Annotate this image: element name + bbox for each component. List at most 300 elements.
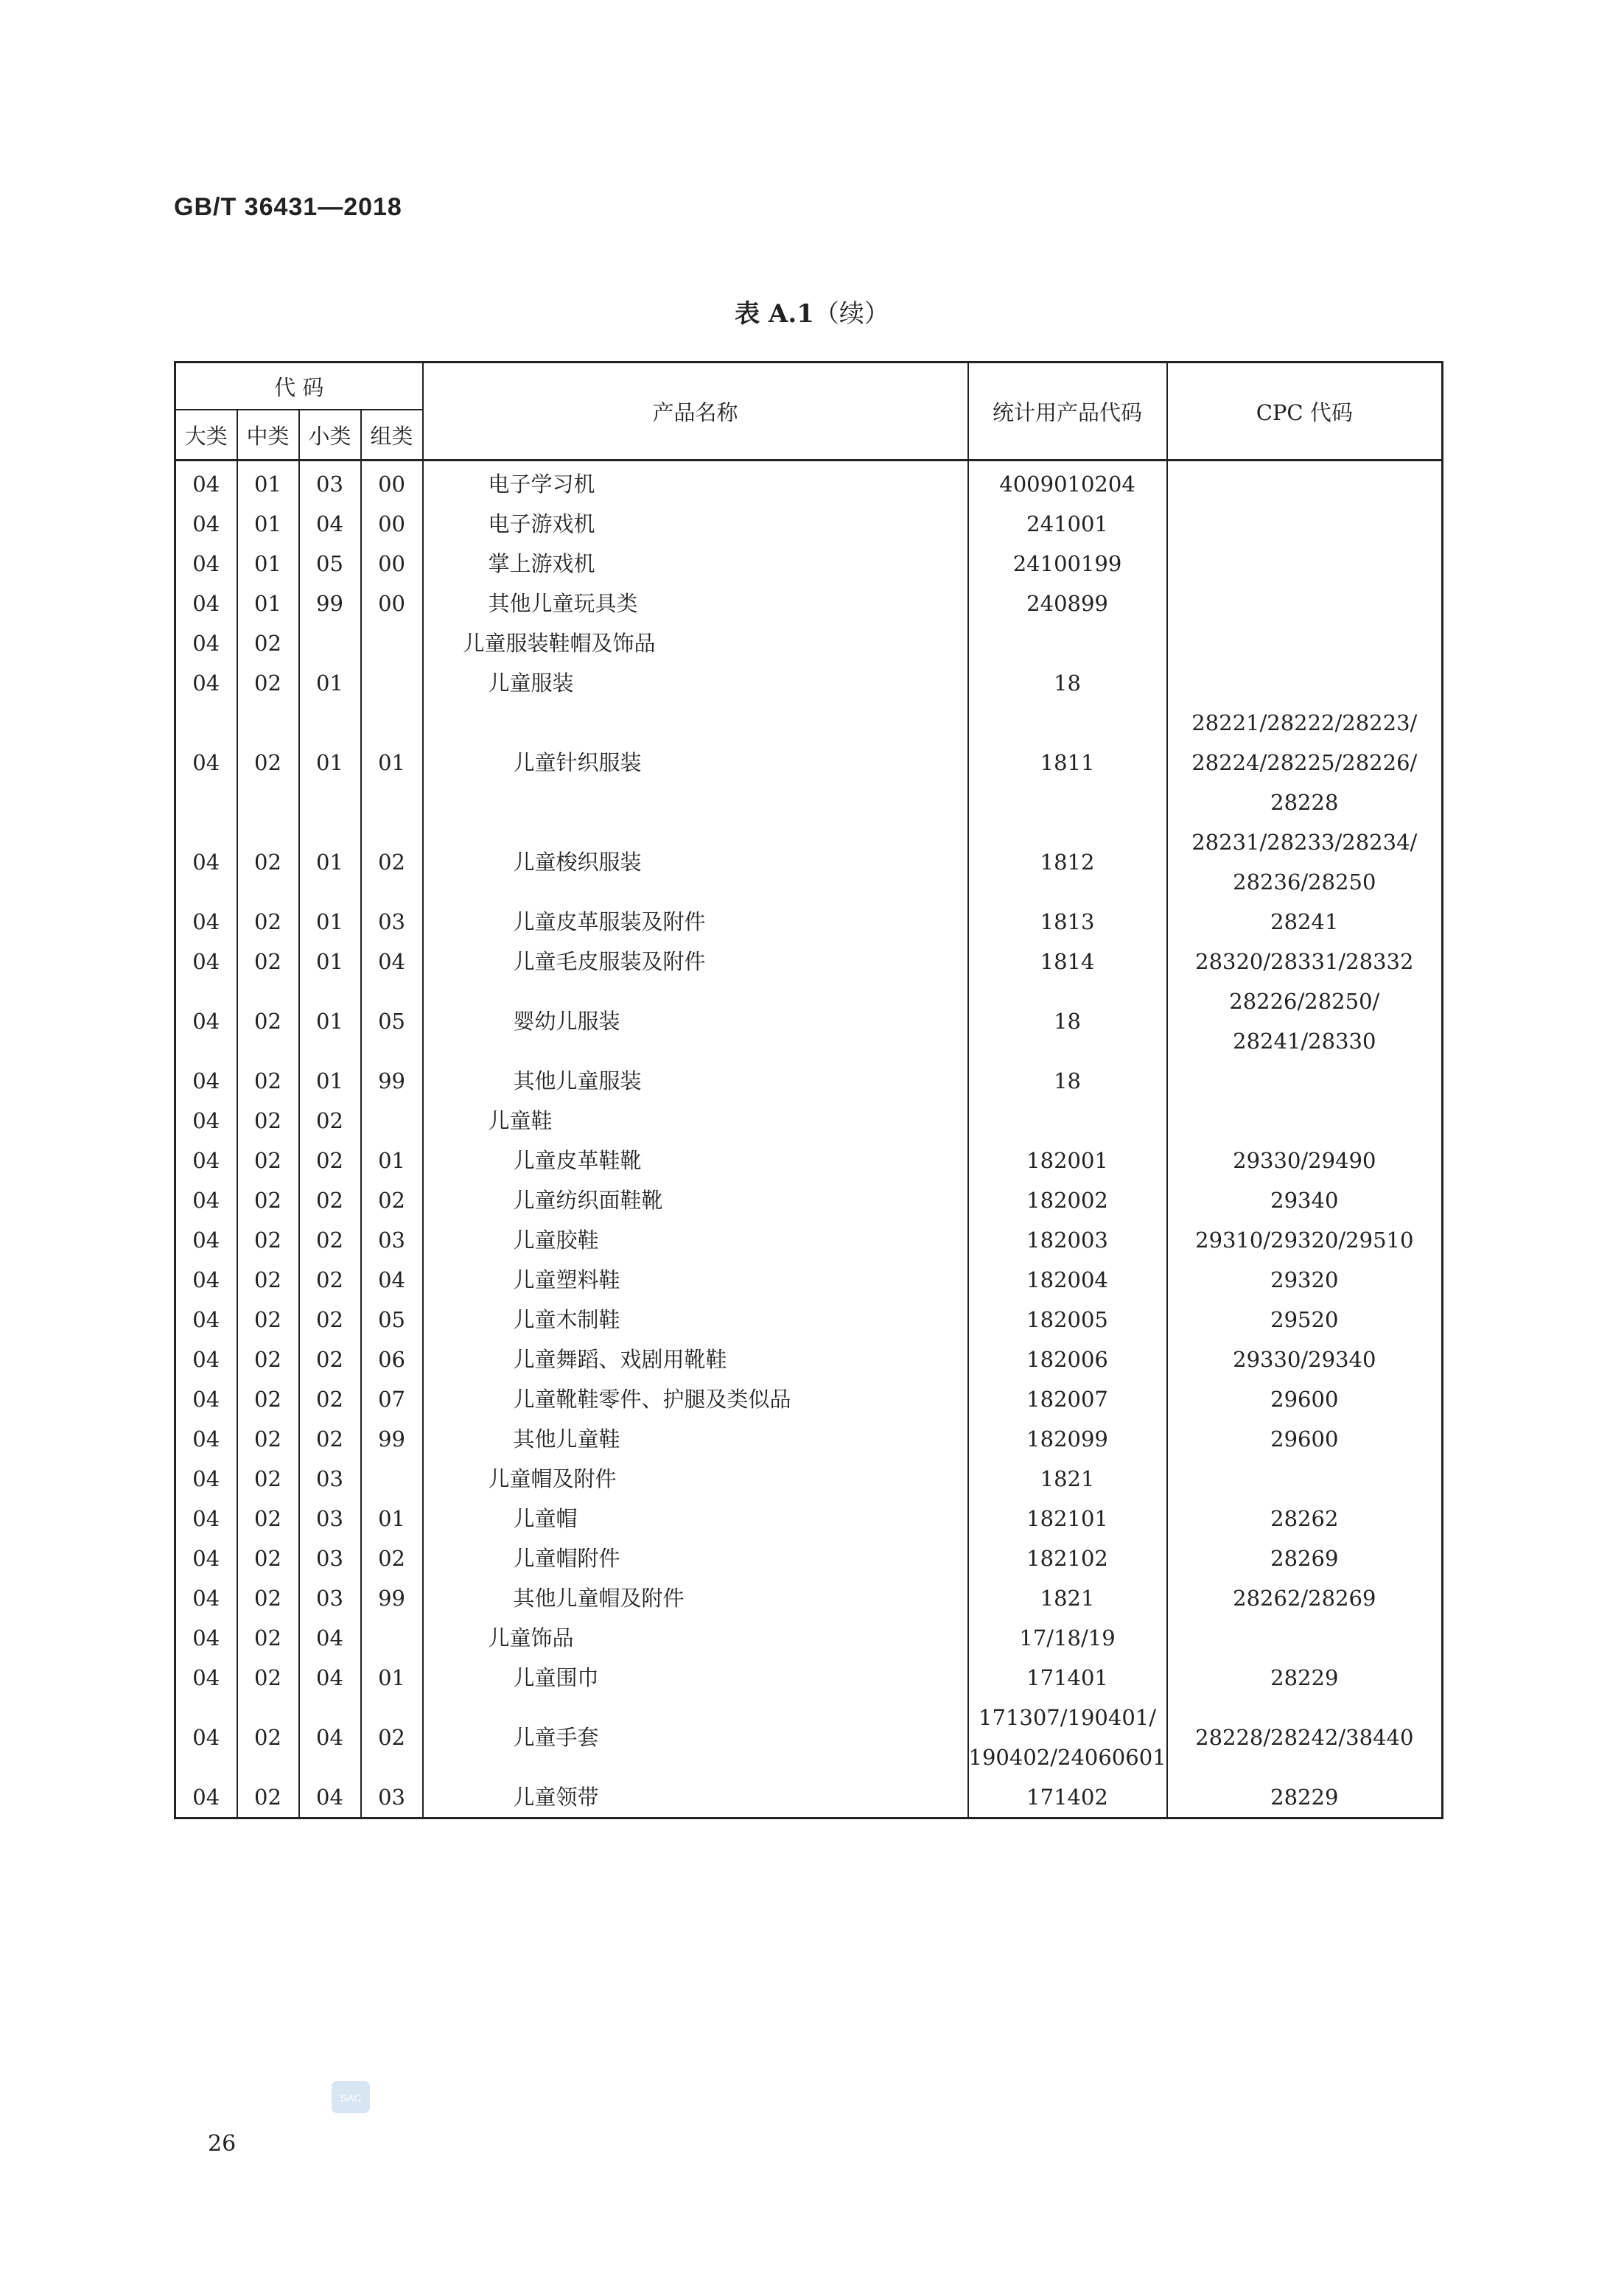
cell-product-name: 婴幼儿服装: [423, 981, 968, 1061]
header-major: 大类: [175, 410, 237, 461]
table-row: [175, 663, 1443, 703]
cell-stat-code: [968, 1698, 1167, 1777]
table-row: [175, 544, 1443, 584]
table-row: [175, 1260, 1443, 1300]
cell-major: 04: [175, 1180, 237, 1220]
stat-code-line: 182004: [1026, 1267, 1108, 1292]
stat-code-line: 171307/190401/: [979, 1705, 1156, 1730]
cell-minor: 01: [299, 902, 361, 942]
stat-code-line: 240899: [1026, 591, 1108, 616]
cell-group: 00: [361, 584, 423, 623]
cell-medium: 02: [237, 1618, 299, 1658]
cell-medium: 01: [237, 544, 299, 584]
cell-medium: 02: [237, 1101, 299, 1141]
cell-group: [361, 1618, 423, 1658]
table-title-suffix: （续）: [813, 299, 889, 329]
table-row: [175, 1419, 1443, 1459]
cell-minor: 03: [299, 1459, 361, 1499]
cell-major: 04: [175, 1499, 237, 1538]
cell-minor: 01: [299, 981, 361, 1061]
cell-cpc-code: [1167, 1419, 1443, 1459]
cell-stat-code: [968, 703, 1167, 822]
cell-group: 07: [361, 1379, 423, 1419]
cpc-code-line: 28236/28250: [1233, 869, 1376, 895]
cell-group: 00: [361, 544, 423, 584]
cell-cpc-code: [1167, 1618, 1443, 1658]
cpc-code-line: 28262: [1270, 1506, 1339, 1531]
table-row: [175, 1499, 1443, 1538]
table-row: [175, 822, 1443, 902]
cell-group: 04: [361, 942, 423, 981]
cpc-code-line: 28228/28242/38440: [1195, 1725, 1414, 1750]
cell-product-name: 儿童服装: [423, 663, 968, 703]
cell-medium: 02: [237, 1459, 299, 1499]
cell-major: 04: [175, 1061, 237, 1101]
stat-code-line: 1813: [1040, 909, 1095, 934]
cell-major: 04: [175, 1419, 237, 1459]
table-row: [175, 623, 1443, 663]
cell-product-name: 儿童塑料鞋: [423, 1260, 968, 1300]
cell-medium: 02: [237, 1578, 299, 1618]
cell-group: 03: [361, 1220, 423, 1260]
table-row: [175, 1141, 1443, 1180]
cell-medium: 02: [237, 942, 299, 981]
cpc-code-line: 29330/29490: [1233, 1148, 1376, 1173]
cell-medium: 02: [237, 981, 299, 1061]
cell-stat-code: [968, 1141, 1167, 1180]
cell-major: 04: [175, 544, 237, 584]
cell-minor: 03: [299, 461, 361, 505]
stat-code-line: 1821: [1040, 1466, 1095, 1491]
table-row: [175, 1220, 1443, 1260]
stat-code-line: 182007: [1026, 1387, 1108, 1412]
header-stat-code: 统计用产品代码: [968, 363, 1167, 461]
cell-group: 02: [361, 1180, 423, 1220]
cell-major: 04: [175, 1578, 237, 1618]
cell-product-name: 掌上游戏机: [423, 544, 968, 584]
cell-group: 00: [361, 504, 423, 544]
cell-cpc-code: [1167, 623, 1443, 663]
stat-code-line: 182001: [1026, 1148, 1108, 1173]
stat-code-line: 18: [1054, 1009, 1081, 1034]
table-row: [175, 902, 1443, 942]
cell-medium: 01: [237, 461, 299, 505]
table-row: [175, 1379, 1443, 1419]
cell-medium: 02: [237, 1260, 299, 1300]
cell-major: 04: [175, 623, 237, 663]
table-title: [0, 293, 1624, 329]
cell-minor: 04: [299, 1658, 361, 1698]
cell-product-name: 儿童靴鞋零件、护腿及类似品: [423, 1379, 968, 1419]
cell-stat-code: [968, 1419, 1167, 1459]
stat-code-line: 17/18/19: [1019, 1625, 1116, 1650]
cell-minor: 01: [299, 1061, 361, 1101]
stat-code-line: 24100199: [1012, 551, 1122, 576]
stat-code-line: 18: [1054, 671, 1081, 696]
table-row: [175, 981, 1443, 1061]
cell-minor: 04: [299, 1618, 361, 1658]
cell-stat-code: [968, 1379, 1167, 1419]
cell-medium: 02: [237, 902, 299, 942]
cell-medium: 02: [237, 1300, 299, 1340]
cell-major: 04: [175, 1538, 237, 1578]
cell-major: 04: [175, 822, 237, 902]
stat-code-line: 18: [1054, 1068, 1081, 1093]
table-row: [175, 1698, 1443, 1777]
cell-group: 03: [361, 1777, 423, 1818]
table-row: [175, 1618, 1443, 1658]
cell-stat-code: [968, 1618, 1167, 1658]
cell-product-name: 其他儿童服装: [423, 1061, 968, 1101]
cell-product-name: 儿童纺织面鞋靴: [423, 1180, 968, 1220]
cell-stat-code: [968, 1300, 1167, 1340]
table-row: [175, 1578, 1443, 1618]
cell-product-name: 儿童皮革鞋靴: [423, 1141, 968, 1180]
table-row: [175, 504, 1443, 544]
cell-minor: 01: [299, 663, 361, 703]
cell-minor: 01: [299, 942, 361, 981]
stat-code-line: 241001: [1026, 511, 1108, 536]
cell-product-name: 儿童舞蹈、戏剧用靴鞋: [423, 1340, 968, 1379]
cell-stat-code: [968, 1459, 1167, 1499]
cell-minor: 02: [299, 1379, 361, 1419]
cell-stat-code: [968, 1499, 1167, 1538]
cell-cpc-code: [1167, 942, 1443, 981]
cell-cpc-code: [1167, 1499, 1443, 1538]
cell-stat-code: [968, 584, 1167, 623]
cpc-code-line: 28228: [1270, 790, 1339, 815]
cell-major: 04: [175, 1379, 237, 1419]
cell-stat-code: [968, 1538, 1167, 1578]
cpc-code-line: 28241: [1270, 909, 1339, 934]
cpc-code-line: 28320/28331/28332: [1195, 949, 1414, 974]
cell-cpc-code: [1167, 1379, 1443, 1419]
cell-major: 04: [175, 1459, 237, 1499]
cpc-code-line: 29310/29320/29510: [1195, 1228, 1414, 1253]
cell-product-name: 其他儿童鞋: [423, 1419, 968, 1459]
cell-group: 00: [361, 461, 423, 505]
cell-group: 05: [361, 981, 423, 1061]
cpc-code-line: 28229: [1270, 1665, 1339, 1690]
stat-code-line: 1814: [1040, 949, 1095, 974]
cell-medium: 02: [237, 1419, 299, 1459]
cell-group: 02: [361, 1538, 423, 1578]
cell-stat-code: [968, 902, 1167, 942]
cell-product-name: 儿童饰品: [423, 1618, 968, 1658]
cell-minor: 04: [299, 1777, 361, 1818]
header-group: 组类: [361, 410, 423, 461]
cell-stat-code: [968, 1777, 1167, 1818]
cell-product-name: 儿童木制鞋: [423, 1300, 968, 1340]
cell-stat-code: [968, 1101, 1167, 1141]
cell-product-name: 其他儿童帽及附件: [423, 1578, 968, 1618]
cpc-code-line: 28229: [1270, 1785, 1339, 1810]
cell-cpc-code: [1167, 1658, 1443, 1698]
table-row: [175, 1061, 1443, 1101]
cell-major: 04: [175, 1618, 237, 1658]
cell-cpc-code: [1167, 1578, 1443, 1618]
table-row: [175, 1101, 1443, 1141]
cell-minor: 02: [299, 1340, 361, 1379]
cell-cpc-code: [1167, 1141, 1443, 1180]
cell-group: 99: [361, 1061, 423, 1101]
header-cpc-code: CPC 代码: [1167, 363, 1443, 461]
cell-group: 04: [361, 1260, 423, 1300]
cell-cpc-code: [1167, 822, 1443, 902]
cell-product-name: 儿童胶鞋: [423, 1220, 968, 1260]
cpc-code-line: 29330/29340: [1233, 1347, 1376, 1372]
cell-major: 04: [175, 1658, 237, 1698]
cell-minor: 02: [299, 1260, 361, 1300]
cell-minor: 02: [299, 1419, 361, 1459]
cell-minor: 04: [299, 1698, 361, 1777]
cell-medium: 02: [237, 1180, 299, 1220]
cell-minor: 02: [299, 1101, 361, 1141]
cell-minor: 03: [299, 1499, 361, 1538]
table-row: [175, 1459, 1443, 1499]
cell-major: 04: [175, 584, 237, 623]
cell-minor: [299, 623, 361, 663]
cell-group: 99: [361, 1419, 423, 1459]
cpc-code-line: 28231/28233/28234/: [1191, 830, 1418, 855]
cell-minor: 02: [299, 1220, 361, 1260]
stat-code-line: 1821: [1040, 1586, 1095, 1611]
watermark-stamp-icon: [329, 2076, 373, 2118]
cell-minor: 05: [299, 544, 361, 584]
cell-product-name: 电子游戏机: [423, 504, 968, 544]
cell-stat-code: [968, 1220, 1167, 1260]
table-row: [175, 1180, 1443, 1220]
cell-major: 04: [175, 1220, 237, 1260]
page-number: 26: [208, 2131, 237, 2157]
cell-cpc-code: [1167, 1777, 1443, 1818]
table-row: [175, 942, 1443, 981]
cell-stat-code: [968, 1061, 1167, 1101]
cell-cpc-code: [1167, 1101, 1443, 1141]
cell-minor: 02: [299, 1141, 361, 1180]
cell-stat-code: [968, 1180, 1167, 1220]
stat-code-line: 182099: [1026, 1426, 1108, 1452]
cell-group: 99: [361, 1578, 423, 1618]
cell-group: 03: [361, 902, 423, 942]
cell-stat-code: [968, 461, 1167, 505]
cell-product-name: 儿童毛皮服装及附件: [423, 942, 968, 981]
cell-minor: 99: [299, 584, 361, 623]
cell-group: 01: [361, 703, 423, 822]
cell-product-name: 儿童皮革服装及附件: [423, 902, 968, 942]
cell-minor: 04: [299, 504, 361, 544]
cell-medium: 02: [237, 623, 299, 663]
stat-code-line: 182003: [1026, 1228, 1108, 1253]
cell-major: 04: [175, 1698, 237, 1777]
table-title-label: 表 A.1: [735, 299, 814, 329]
cell-medium: 01: [237, 504, 299, 544]
cell-group: 05: [361, 1300, 423, 1340]
cell-medium: 02: [237, 1777, 299, 1818]
cell-product-name: 儿童领带: [423, 1777, 968, 1818]
cell-product-name: 儿童围巾: [423, 1658, 968, 1698]
cell-major: 04: [175, 1340, 237, 1379]
cell-minor: 03: [299, 1578, 361, 1618]
cell-cpc-code: [1167, 584, 1443, 623]
stat-code-line: 182006: [1026, 1347, 1108, 1372]
cell-minor: 01: [299, 703, 361, 822]
cpc-code-line: 29520: [1270, 1307, 1339, 1332]
cell-product-name: 儿童手套: [423, 1698, 968, 1777]
cell-product-name: 儿童帽及附件: [423, 1459, 968, 1499]
cell-cpc-code: [1167, 1698, 1443, 1777]
cell-cpc-code: [1167, 1538, 1443, 1578]
cell-medium: 02: [237, 822, 299, 902]
table-row: [175, 1340, 1443, 1379]
cell-group: 02: [361, 822, 423, 902]
cell-cpc-code: [1167, 1260, 1443, 1300]
cpc-code-line: 29600: [1270, 1426, 1339, 1452]
cell-stat-code: [968, 1658, 1167, 1698]
cell-medium: 02: [237, 1220, 299, 1260]
cell-product-name: 儿童梭织服装: [423, 822, 968, 902]
cell-stat-code: [968, 1578, 1167, 1618]
cell-minor: 02: [299, 1300, 361, 1340]
stat-code-line: 190402/24060601: [968, 1745, 1166, 1770]
cell-cpc-code: [1167, 544, 1443, 584]
cell-group: 01: [361, 1499, 423, 1538]
svg-text:SAC: SAC: [340, 2092, 362, 2104]
cell-stat-code: [968, 1340, 1167, 1379]
product-code-table: [174, 361, 1443, 1819]
cpc-code-line: 28262/28269: [1233, 1586, 1376, 1611]
cell-medium: 02: [237, 1658, 299, 1698]
table-row: [175, 1658, 1443, 1698]
cell-major: 04: [175, 461, 237, 505]
cell-cpc-code: [1167, 1220, 1443, 1260]
cell-group: [361, 623, 423, 663]
cell-medium: 02: [237, 663, 299, 703]
cell-major: 04: [175, 942, 237, 981]
table-row: [175, 1300, 1443, 1340]
cell-major: 04: [175, 1260, 237, 1300]
table-row: [175, 461, 1443, 505]
cell-stat-code: [968, 981, 1167, 1061]
cell-product-name: 儿童帽附件: [423, 1538, 968, 1578]
stat-code-line: 182101: [1026, 1506, 1108, 1531]
cell-cpc-code: [1167, 1459, 1443, 1499]
cell-medium: 02: [237, 1061, 299, 1101]
cell-product-name: 儿童针织服装: [423, 703, 968, 822]
cell-stat-code: [968, 544, 1167, 584]
cpc-code-line: 29340: [1270, 1188, 1339, 1213]
cell-cpc-code: [1167, 1340, 1443, 1379]
cpc-code-line: 29600: [1270, 1387, 1339, 1412]
stat-code-line: 171401: [1026, 1665, 1108, 1690]
cpc-code-line: 28226/28250/: [1229, 989, 1380, 1014]
cell-major: 04: [175, 1141, 237, 1180]
header-medium: 中类: [237, 410, 299, 461]
cpc-code-line: 28224/28225/28226/: [1191, 750, 1418, 775]
cell-minor: 03: [299, 1538, 361, 1578]
stat-code-line: 1811: [1040, 750, 1095, 775]
cpc-code-line: 28269: [1270, 1546, 1339, 1571]
cpc-code-line: 28221/28222/28223/: [1191, 710, 1418, 735]
cell-major: 04: [175, 1101, 237, 1141]
cell-medium: 02: [237, 703, 299, 822]
cell-stat-code: [968, 1260, 1167, 1300]
cell-medium: 02: [237, 1499, 299, 1538]
cell-group: [361, 1101, 423, 1141]
cell-cpc-code: [1167, 703, 1443, 822]
standard-number: GB/T 36431—2018: [174, 193, 402, 221]
table-row: [175, 1777, 1443, 1818]
cell-cpc-code: [1167, 663, 1443, 703]
cell-group: [361, 1459, 423, 1499]
stat-code-line: 182102: [1026, 1546, 1108, 1571]
stat-code-line: 4009010204: [999, 472, 1135, 497]
cell-major: 04: [175, 902, 237, 942]
table-body: [175, 461, 1443, 1818]
cell-medium: 02: [237, 1141, 299, 1180]
cell-major: 04: [175, 504, 237, 544]
cell-group: 01: [361, 1141, 423, 1180]
cell-medium: 02: [237, 1538, 299, 1578]
cell-cpc-code: [1167, 981, 1443, 1061]
cell-stat-code: [968, 504, 1167, 544]
cell-group: 02: [361, 1698, 423, 1777]
cell-minor: 01: [299, 822, 361, 902]
cell-product-name: 儿童帽: [423, 1499, 968, 1538]
cell-stat-code: [968, 623, 1167, 663]
stat-code-line: 171402: [1026, 1785, 1108, 1810]
cell-product-name: 儿童鞋: [423, 1101, 968, 1141]
cell-group: 06: [361, 1340, 423, 1379]
cell-cpc-code: [1167, 902, 1443, 942]
cell-stat-code: [968, 663, 1167, 703]
cell-product-name: 儿童服装鞋帽及饰品: [423, 623, 968, 663]
stat-code-line: 1812: [1040, 850, 1095, 875]
stat-code-line: 182002: [1026, 1188, 1108, 1213]
cpc-code-line: 28241/28330: [1233, 1029, 1376, 1054]
cell-product-name: 电子学习机: [423, 461, 968, 505]
table-row: [175, 584, 1443, 623]
cell-group: 01: [361, 1658, 423, 1698]
header-minor: 小类: [299, 410, 361, 461]
cell-major: 04: [175, 1300, 237, 1340]
cell-medium: 01: [237, 584, 299, 623]
cell-cpc-code: [1167, 1300, 1443, 1340]
cell-medium: 02: [237, 1340, 299, 1379]
stat-code-line: 182005: [1026, 1307, 1108, 1332]
cell-cpc-code: [1167, 504, 1443, 544]
cell-stat-code: [968, 822, 1167, 902]
cell-major: 04: [175, 703, 237, 822]
cell-minor: 02: [299, 1180, 361, 1220]
cell-major: 04: [175, 981, 237, 1061]
header-product-name: 产品名称: [423, 363, 968, 461]
cell-medium: 02: [237, 1379, 299, 1419]
cpc-code-line: 29320: [1270, 1267, 1339, 1292]
cell-stat-code: [968, 942, 1167, 981]
cell-major: 04: [175, 1777, 237, 1818]
table-row: [175, 1538, 1443, 1578]
header-code: 代 码: [175, 363, 423, 410]
table-row: [175, 703, 1443, 822]
cell-major: 04: [175, 663, 237, 703]
cell-product-name: 其他儿童玩具类: [423, 584, 968, 623]
cell-cpc-code: [1167, 1180, 1443, 1220]
cell-cpc-code: [1167, 1061, 1443, 1101]
cell-cpc-code: [1167, 461, 1443, 505]
cell-group: [361, 663, 423, 703]
cell-medium: 02: [237, 1698, 299, 1777]
